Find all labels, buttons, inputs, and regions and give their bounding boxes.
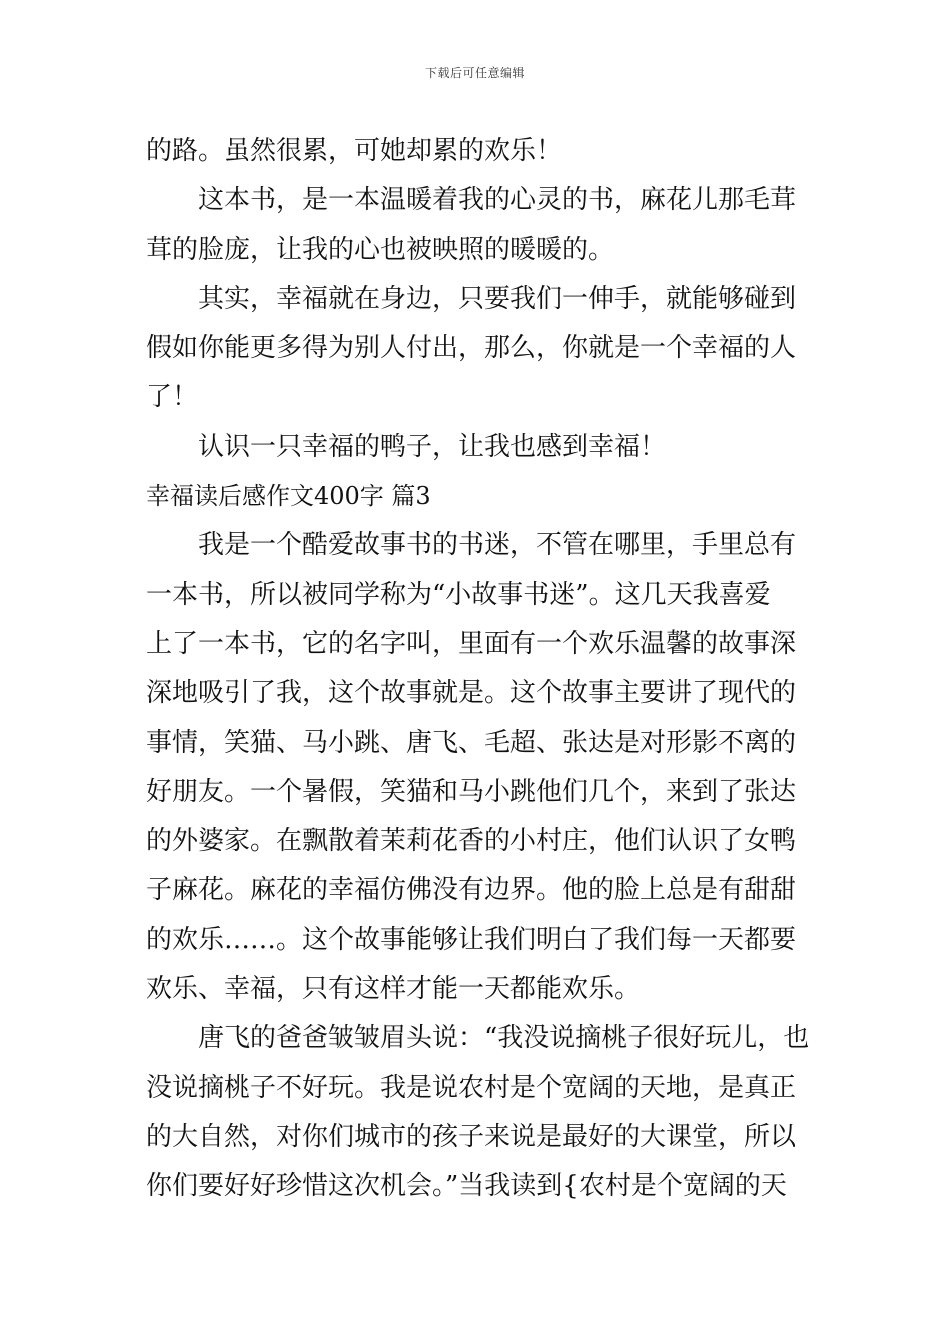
- text-line: 事情，笑猫、马小跳、唐飞、毛超、张达是对形影不离的: [146, 727, 797, 758]
- text-line: 没说摘桃子不好玩。我是说农村是个宽阔的天地，是真正: [146, 1072, 797, 1103]
- text-line: 一本书，所以被同学称为“小故事书迷”。这几天我喜爱: [146, 579, 771, 610]
- text-line: 上了一本书，它的名字叫，里面有一个欢乐温馨的故事深: [146, 628, 797, 659]
- text-line: 你们要好好珍惜这次机会。”当我读到{农村是个宽阔的天: [146, 1171, 787, 1202]
- text-line: 欢乐、幸福，只有这样才能一天都能欢乐。: [146, 974, 641, 1005]
- text-line: 假如你能更多得为别人付出，那么，你就是一个幸福的人: [146, 333, 797, 364]
- page-header: 下载后可任意编辑: [424, 66, 525, 80]
- text-line: 的欢乐……。这个故事能够让我们明白了我们每一天都要: [146, 924, 797, 955]
- text-line: 的大自然，对你们城市的孩子来说是最好的大课堂，所以: [146, 1121, 797, 1152]
- text-line: 深地吸引了我，这个故事就是。这个故事主要讲了现代的: [146, 678, 797, 709]
- text-line: 唐飞的爸爸皱皱眉头说：“我没说摘桃子很好玩儿，也: [198, 1023, 810, 1054]
- text-line: 我是一个酷爱故事书的书迷，不管在哪里，手里总有: [198, 530, 797, 561]
- text-line: 的外婆家。在飘散着茉莉花香的小村庄，他们认识了女鸭: [146, 826, 797, 857]
- text-line: 子麻花。麻花的幸福仿佛没有边界。他的脸上总是有甜甜: [146, 875, 797, 906]
- text-line: 茸的脸庞，让我的心也被映照的暖暖的。: [146, 234, 615, 265]
- text-line: 其实，幸福就在身边，只要我们一伸手，就能够碰到: [198, 283, 797, 314]
- section-heading: 幸福读后感作文400字 篇3: [146, 482, 431, 511]
- document-body: [146, 127, 810, 1212]
- text-line: 了！: [146, 382, 199, 413]
- text-line: 好朋友。一个暑假，笑猫和马小跳他们几个，来到了张达: [146, 776, 797, 807]
- text-line: 的路。虽然很累，可她却累的欢乐！: [146, 136, 563, 166]
- text-line: 认识一只幸福的鸭子，让我也感到幸福！: [198, 431, 667, 462]
- text-line: 这本书，是一本温暖着我的心灵的书，麻花儿那毛茸: [198, 185, 797, 216]
